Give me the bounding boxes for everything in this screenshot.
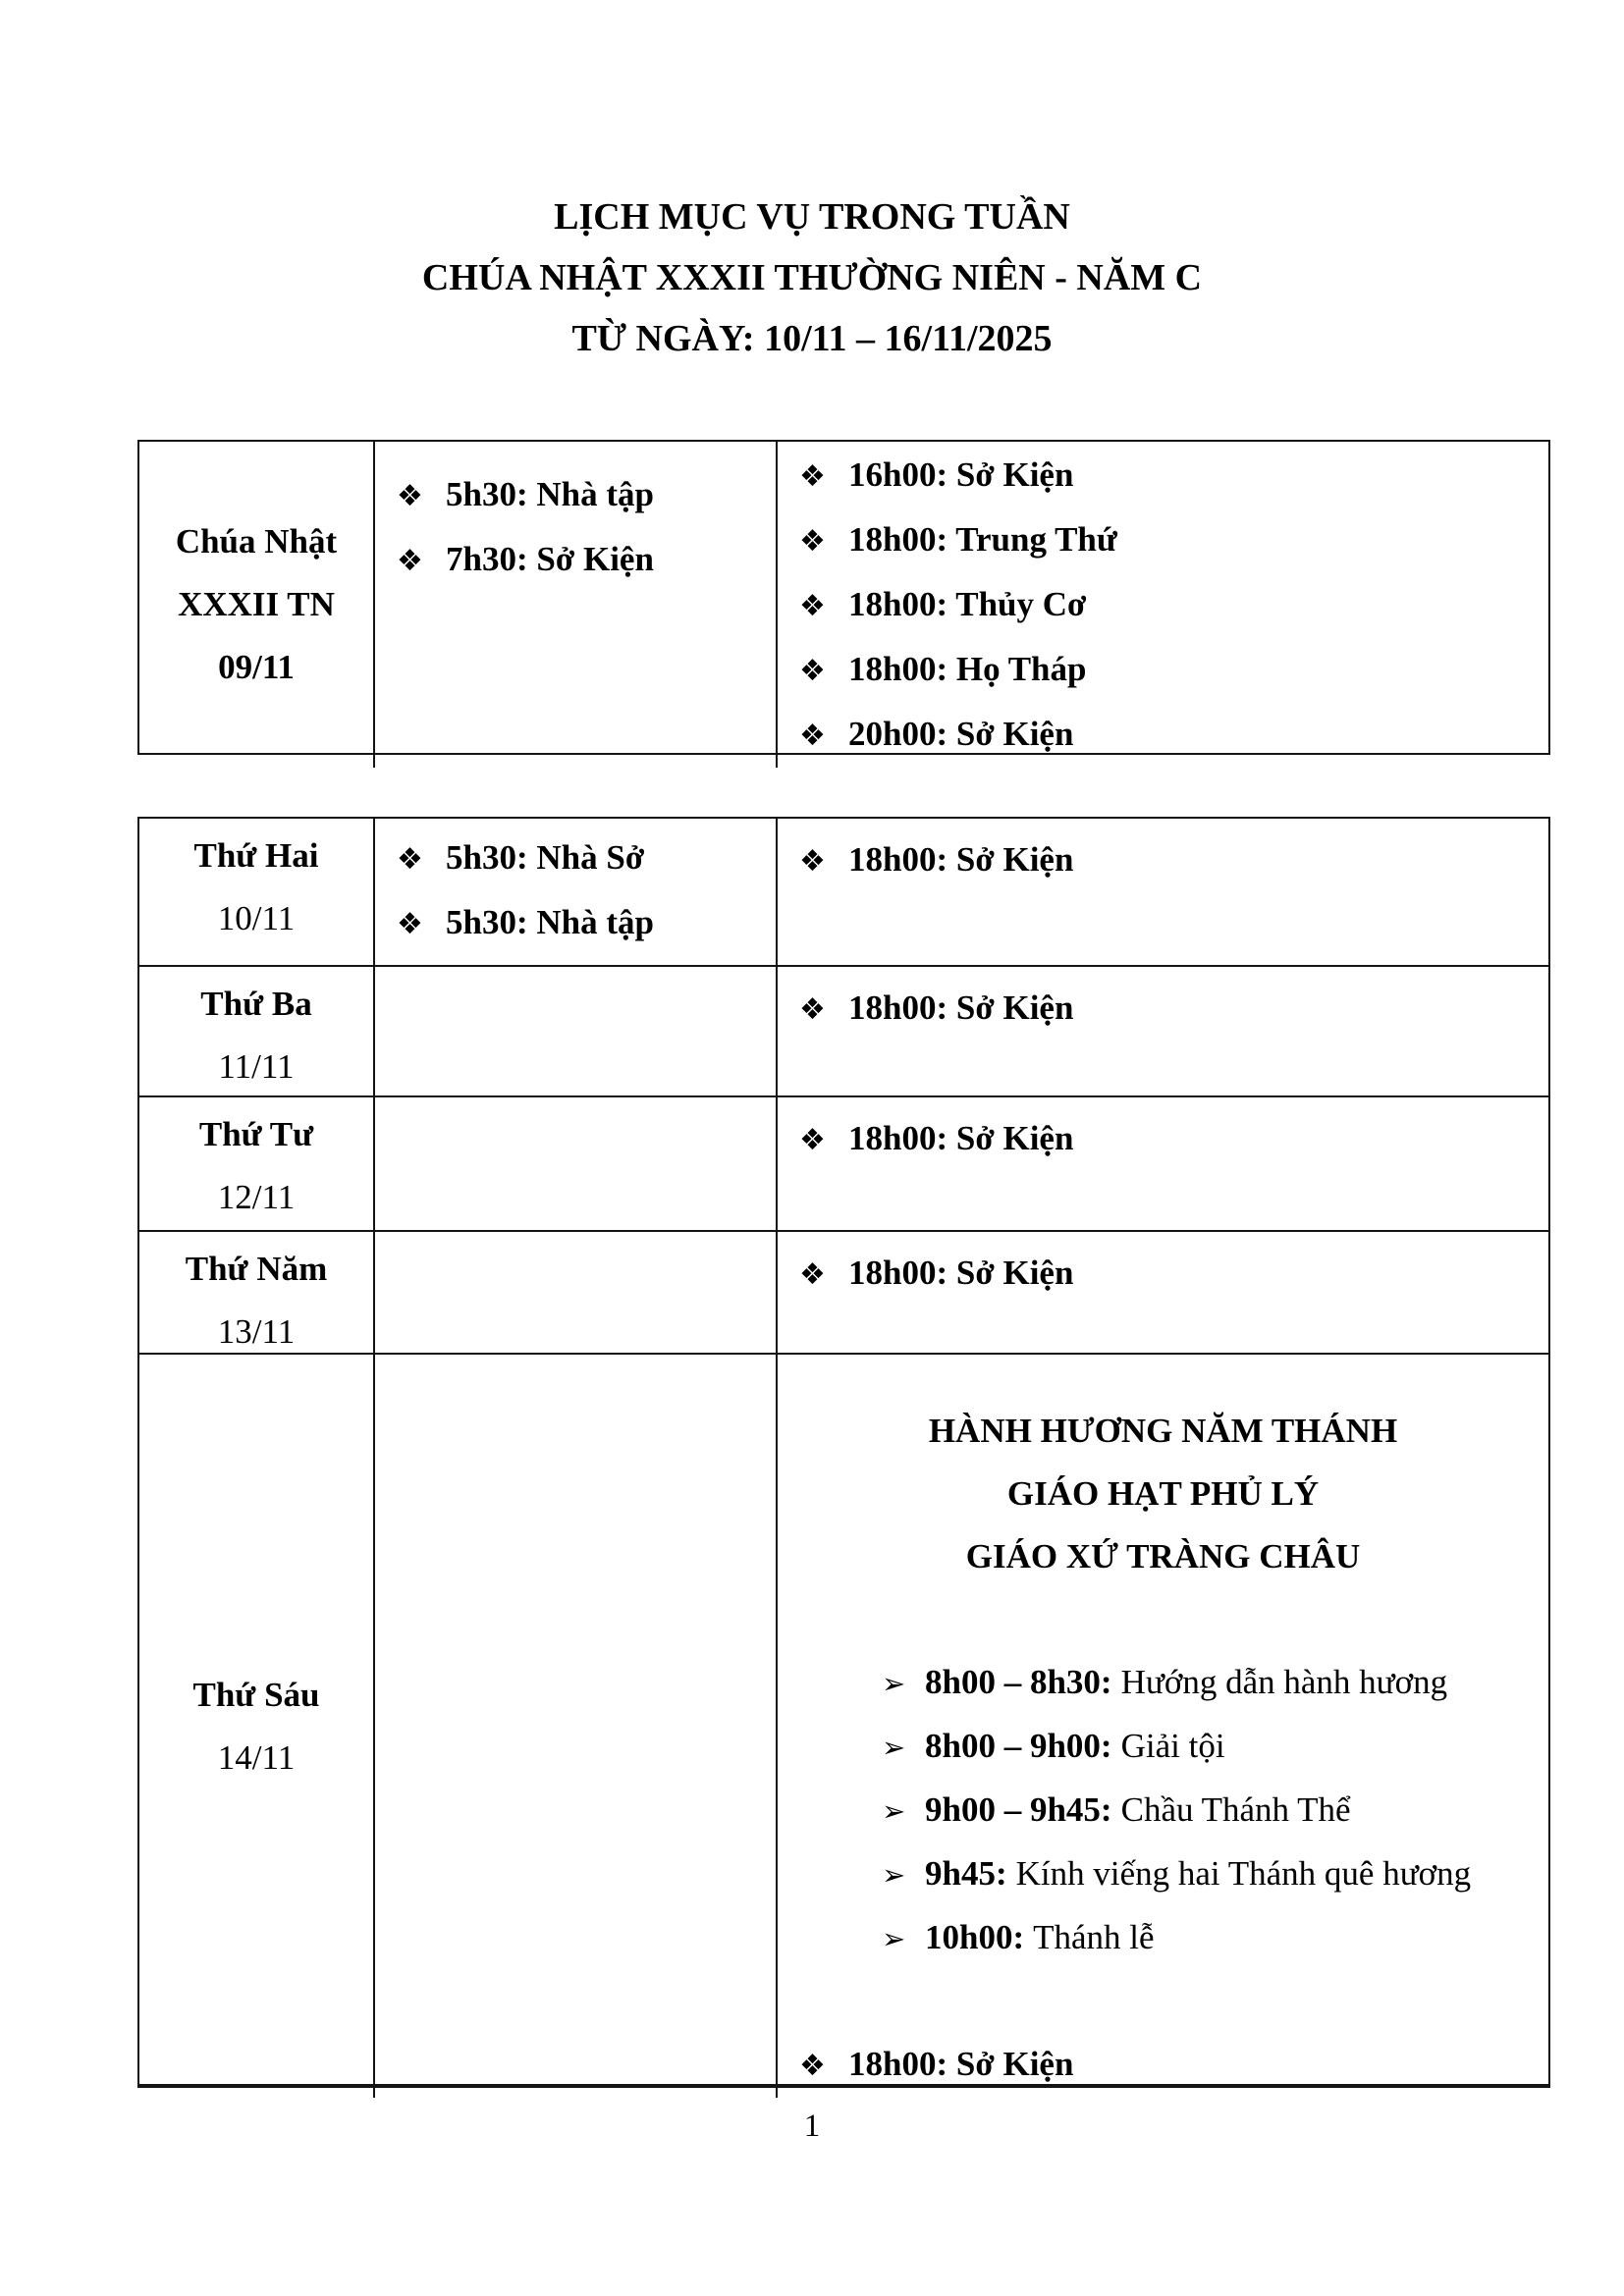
list-item [778, 573, 1548, 638]
wednesday-morning-cell [375, 1097, 778, 1232]
list-item [778, 638, 1548, 703]
day-name: Thứ Năm [185, 1250, 328, 1288]
day-name: Thứ Ba [200, 985, 312, 1023]
diamond-bullet-icon: ❖ [799, 1257, 826, 1292]
diamond-bullet-icon: ❖ [799, 1123, 826, 1157]
tuesday-evening-cell [778, 967, 1548, 1097]
mass-entry: 7h30: Sở Kiện [446, 540, 654, 578]
mass-entry: 16h00: Sở Kiện [848, 455, 1074, 494]
diamond-bullet-icon: ❖ [397, 842, 423, 877]
title-line-2: CHÚA NHẬT XXXII THƯỜNG NIÊN - NĂM C [421, 257, 1203, 298]
list-item [375, 463, 776, 528]
list-item [778, 703, 1548, 768]
day-date: 14/11 [217, 1737, 296, 1777]
pilgrimage-item [778, 1715, 1548, 1779]
thursday-evening-cell [778, 1232, 1548, 1355]
pilgrimage-item-desc: Chầu Thánh Thể [1120, 1790, 1351, 1829]
list-item [375, 827, 776, 891]
friday-evening-cell [778, 1355, 1548, 2098]
day-date: 12/11 [217, 1178, 296, 1216]
pilgrimage-item-desc: Hướng dẫn hành hương [1120, 1663, 1448, 1701]
diamond-bullet-icon: ❖ [799, 2049, 826, 2083]
list-item [375, 528, 776, 593]
sunday-schedule-table [137, 440, 1550, 755]
list-item [778, 508, 1548, 573]
mass-entry: 18h00: Sở Kiện [848, 1119, 1074, 1157]
arrow-bullet-icon: ➢ [882, 1922, 906, 1955]
pilgrimage-item [778, 1842, 1548, 1906]
mass-entry: 18h00: Sở Kiện [848, 2045, 1074, 2083]
diamond-bullet-icon: ❖ [799, 459, 826, 494]
pilgrimage-item-time: 8h00 – 8h30: [925, 1663, 1112, 1701]
pilgrimage-item [778, 1779, 1548, 1842]
arrow-bullet-icon: ➢ [882, 1858, 906, 1892]
arrow-bullet-icon: ➢ [882, 1794, 906, 1828]
diamond-bullet-icon: ❖ [397, 479, 423, 513]
pilgrimage-item-desc: Kính viếng hai Thánh quê hương [1015, 1854, 1472, 1893]
pilgrimage-title-line: GIÁO XỨ TRÀNG CHÂU [965, 1537, 1361, 1575]
diamond-bullet-icon: ❖ [799, 844, 826, 879]
list-item [375, 891, 776, 956]
monday-evening-cell [778, 819, 1548, 967]
thursday-day-cell [139, 1232, 375, 1355]
diamond-bullet-icon: ❖ [397, 907, 423, 941]
monday-day-cell [139, 819, 375, 967]
mass-entry: 5h30: Nhà tập [446, 903, 654, 941]
arrow-bullet-icon: ➢ [882, 1731, 906, 1764]
tuesday-morning-cell [375, 967, 778, 1097]
mass-entry: 18h00: Thủy Cơ [848, 585, 1087, 623]
day-name: Thứ Sáu [192, 1675, 320, 1714]
pilgrimage-item-time: 9h45: [925, 1854, 1007, 1893]
sunday-morning-cell [375, 442, 778, 768]
list-item [778, 1107, 1548, 1172]
pilgrimage-item-desc: Thánh lễ [1033, 1918, 1155, 1956]
day-date: 10/11 [217, 899, 296, 937]
mass-entry: 5h30: Nhà Sở [446, 838, 645, 877]
arrow-bullet-icon: ➢ [882, 1667, 906, 1700]
monday-morning-cell [375, 819, 778, 967]
pilgrimage-title [778, 1400, 1548, 1588]
pilgrimage-item [778, 1906, 1548, 1970]
title-line-3: TỪ NGÀY: 10/11 – 16/11/2025 [571, 318, 1053, 359]
title-line-1: LỊCH MỤC VỤ TRONG TUẦN [554, 196, 1070, 238]
sunday-evening-cell [778, 442, 1548, 768]
sunday-date: 09/11 [218, 648, 295, 686]
spacer [778, 1588, 1548, 1651]
mass-entry: 5h30: Nhà tập [446, 475, 654, 513]
sunday-day-cell [139, 442, 375, 768]
mass-entry: 18h00: Sở Kiện [848, 1254, 1074, 1292]
weekday-schedule-table [137, 817, 1550, 2088]
thursday-morning-cell [375, 1232, 778, 1355]
pilgrimage-item [778, 1651, 1548, 1715]
list-item [778, 2033, 1548, 2098]
list-item [778, 977, 1548, 1041]
mass-entry: 18h00: Trung Thứ [848, 520, 1117, 559]
sunday-day-name: Chúa Nhật [175, 522, 338, 561]
pilgrimage-item-time: 9h00 – 9h45: [925, 1790, 1112, 1829]
mass-entry: 18h00: Họ Tháp [848, 650, 1087, 688]
day-date: 11/11 [218, 1047, 295, 1086]
document-title [0, 187, 1624, 369]
sunday-week-label: XXXII TN [178, 585, 335, 623]
wednesday-day-cell [139, 1097, 375, 1232]
mass-entry: 18h00: Sở Kiện [848, 840, 1074, 879]
day-name: Thứ Tư [198, 1115, 314, 1153]
diamond-bullet-icon: ❖ [799, 589, 826, 623]
diamond-bullet-icon: ❖ [799, 524, 826, 559]
day-date: 13/11 [217, 1312, 296, 1351]
mass-entry: 18h00: Sở Kiện [848, 988, 1074, 1027]
list-item [778, 444, 1548, 508]
day-name: Thứ Hai [193, 836, 319, 875]
wednesday-evening-cell [778, 1097, 1548, 1232]
list-item [778, 1242, 1548, 1307]
pilgrimage-title-line: GIÁO HẠT PHỦ LÝ [1006, 1474, 1320, 1513]
mass-entry: 20h00: Sở Kiện [848, 715, 1074, 753]
pilgrimage-item-time: 8h00 – 9h00: [925, 1727, 1112, 1765]
friday-morning-cell [375, 1355, 778, 2098]
pilgrimage-title-line: HÀNH HƯƠNG NĂM THÁNH [928, 1412, 1398, 1450]
spacer [778, 1970, 1548, 2033]
page-number: 1 [803, 2109, 821, 2144]
pilgrimage-item-desc: Giải tội [1120, 1727, 1225, 1765]
pilgrimage-item-time: 10h00: [925, 1918, 1025, 1956]
friday-day-cell [139, 1355, 375, 2098]
list-item [778, 828, 1548, 893]
diamond-bullet-icon: ❖ [397, 544, 423, 578]
tuesday-day-cell [139, 967, 375, 1097]
diamond-bullet-icon: ❖ [799, 654, 826, 688]
diamond-bullet-icon: ❖ [799, 719, 826, 753]
diamond-bullet-icon: ❖ [799, 992, 826, 1027]
